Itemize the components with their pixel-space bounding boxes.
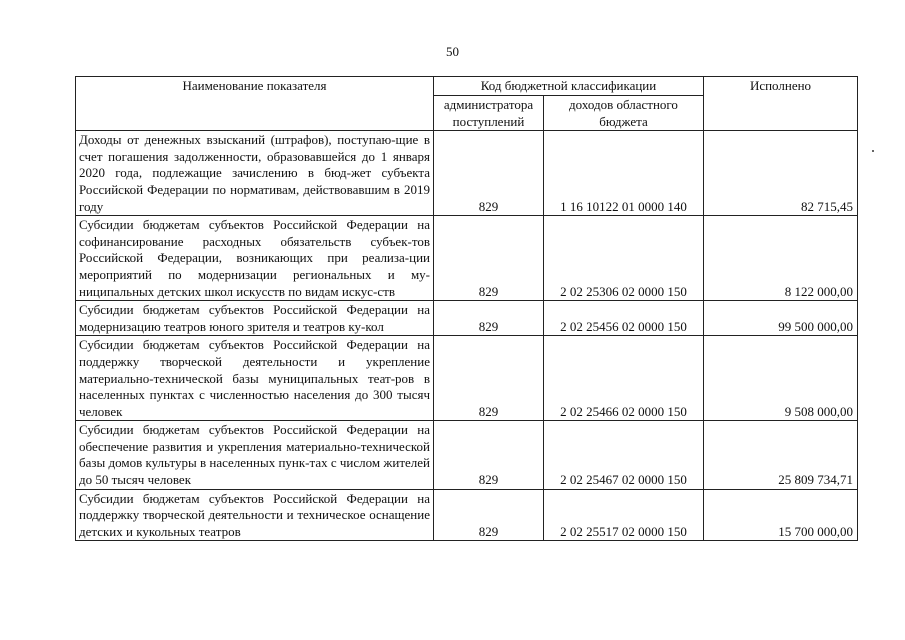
row-code: 2 02 25467 02 0000 150 (544, 421, 704, 489)
row-code: 2 02 25517 02 0000 150 (544, 489, 704, 541)
table-row (76, 131, 858, 216)
row-name: Субсидии бюджетам субъектов Российской Федерации на обеспечение развития и укрепления материально-технической базы домов культуры в населенных пунк-тах с числом жителей до 50 тысяч человек (76, 421, 434, 489)
row-code: 2 02 25456 02 0000 150 (544, 301, 704, 336)
row-executed: 82 715,45 (704, 131, 858, 216)
row-admin: 829 (434, 489, 544, 541)
row-admin: 829 (434, 216, 544, 301)
row-name: Субсидии бюджетам субъектов Российской Федерации на софинансирование расходных обязательств субъек-тов Российской Федерации, возникающих при реализа-ции мероприятий по модернизации региональных и му-ниципальных детских школ искусств по видам искус-ств (76, 216, 434, 301)
row-executed: 99 500 000,00 (704, 301, 858, 336)
row-admin: 829 (434, 131, 544, 216)
header-code-group: Код бюджетной классификации (434, 77, 704, 96)
table-row (76, 301, 858, 336)
row-code: 2 02 25306 02 0000 150 (544, 216, 704, 301)
header-executed: Исполнено (704, 77, 858, 131)
scan-speck (872, 150, 874, 152)
header-row-top (76, 77, 858, 96)
table-row (76, 489, 858, 541)
row-admin: 829 (434, 421, 544, 489)
header-name: Наименование показателя (76, 77, 434, 131)
row-name: Субсидии бюджетам субъектов Российской Федерации на поддержку творческой деятельности и укрепление материально-технической базы муниципальных теат-ров в населенных пунктах с численностью населения до 300 тысяч человек (76, 336, 434, 421)
table-row (76, 336, 858, 421)
row-code: 2 02 25466 02 0000 150 (544, 336, 704, 421)
row-executed: 25 809 734,71 (704, 421, 858, 489)
row-code: 1 16 10122 01 0000 140 (544, 131, 704, 216)
header-income: доходов областного бюджета (544, 96, 704, 131)
table-row (76, 421, 858, 489)
row-admin: 829 (434, 336, 544, 421)
row-executed: 8 122 000,00 (704, 216, 858, 301)
row-admin: 829 (434, 301, 544, 336)
row-name: Доходы от денежных взысканий (штрафов), поступаю-щие в счет погашения задолженности, образовавшейся до 1 января 2020 года, подлежащие зачислению в бюд-жет субъекта Российской Федерации по нормативам, действовавшим в 2019 году (76, 131, 434, 216)
row-name: Субсидии бюджетам субъектов Российской Федерации на поддержку творческой деятельности и техническое оснащение детских и кукольных театров (76, 489, 434, 541)
page-number: 50 (446, 44, 459, 59)
table-row (76, 216, 858, 301)
table-header (76, 77, 858, 131)
row-executed: 15 700 000,00 (704, 489, 858, 541)
row-name: Субсидии бюджетам субъектов Российской Федерации на модернизацию театров юного зрителя и театров ку-кол (76, 301, 434, 336)
row-executed: 9 508 000,00 (704, 336, 858, 421)
table-body (76, 131, 858, 541)
budget-table (75, 76, 858, 541)
header-admin: администратора поступлений (434, 96, 544, 131)
